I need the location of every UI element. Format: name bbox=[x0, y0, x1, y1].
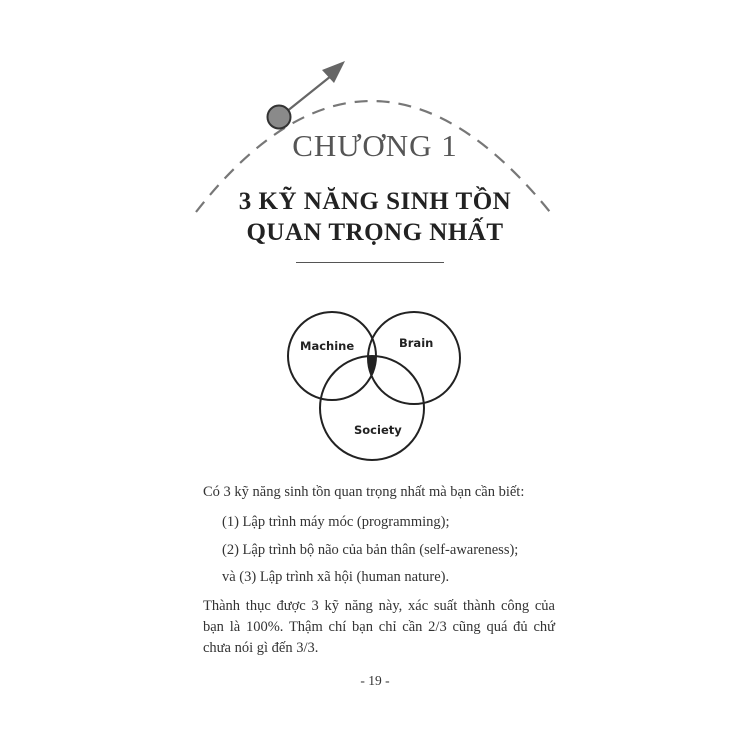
venn-label-machine: Machine bbox=[300, 339, 355, 353]
chapter-title-line-2: QUAN TRỌNG NHẤT bbox=[246, 219, 504, 246]
chapter-label: CHƯƠNG 1 bbox=[292, 128, 458, 163]
page-number: - 19 - bbox=[360, 673, 390, 688]
intro-paragraph: Có 3 kỹ năng sinh tồn quan trọng nhất mà bạn cần biết: bbox=[203, 484, 525, 500]
title-divider bbox=[296, 262, 444, 263]
ball-icon bbox=[268, 106, 291, 129]
list-item-1: (1) Lập trình máy móc (programming); bbox=[222, 514, 450, 530]
list-item-3: và (3) Lập trình xã hội (human nature). bbox=[222, 569, 450, 585]
chapter-title bbox=[0, 186, 750, 248]
arrow-shaft bbox=[286, 72, 336, 112]
venn-label-brain: Brain bbox=[399, 336, 434, 350]
venn-diagram bbox=[280, 300, 470, 465]
venn-label-society: Society bbox=[354, 423, 402, 437]
conclusion-paragraph: Thành thục được 3 kỹ năng này, xác suất thành công của bạn là 100%. Thậm chí bạn chỉ cần 2/3 cũng quá đủ chứ chưa nói gì đến 3/3. bbox=[203, 598, 555, 656]
chapter-title-line-1: 3 KỸ NĂNG SINH TỒN bbox=[238, 188, 512, 215]
venn-circle-brain bbox=[368, 312, 460, 404]
list-item-2: (2) Lập trình bộ não của bản thân (self-awareness); bbox=[222, 542, 519, 558]
